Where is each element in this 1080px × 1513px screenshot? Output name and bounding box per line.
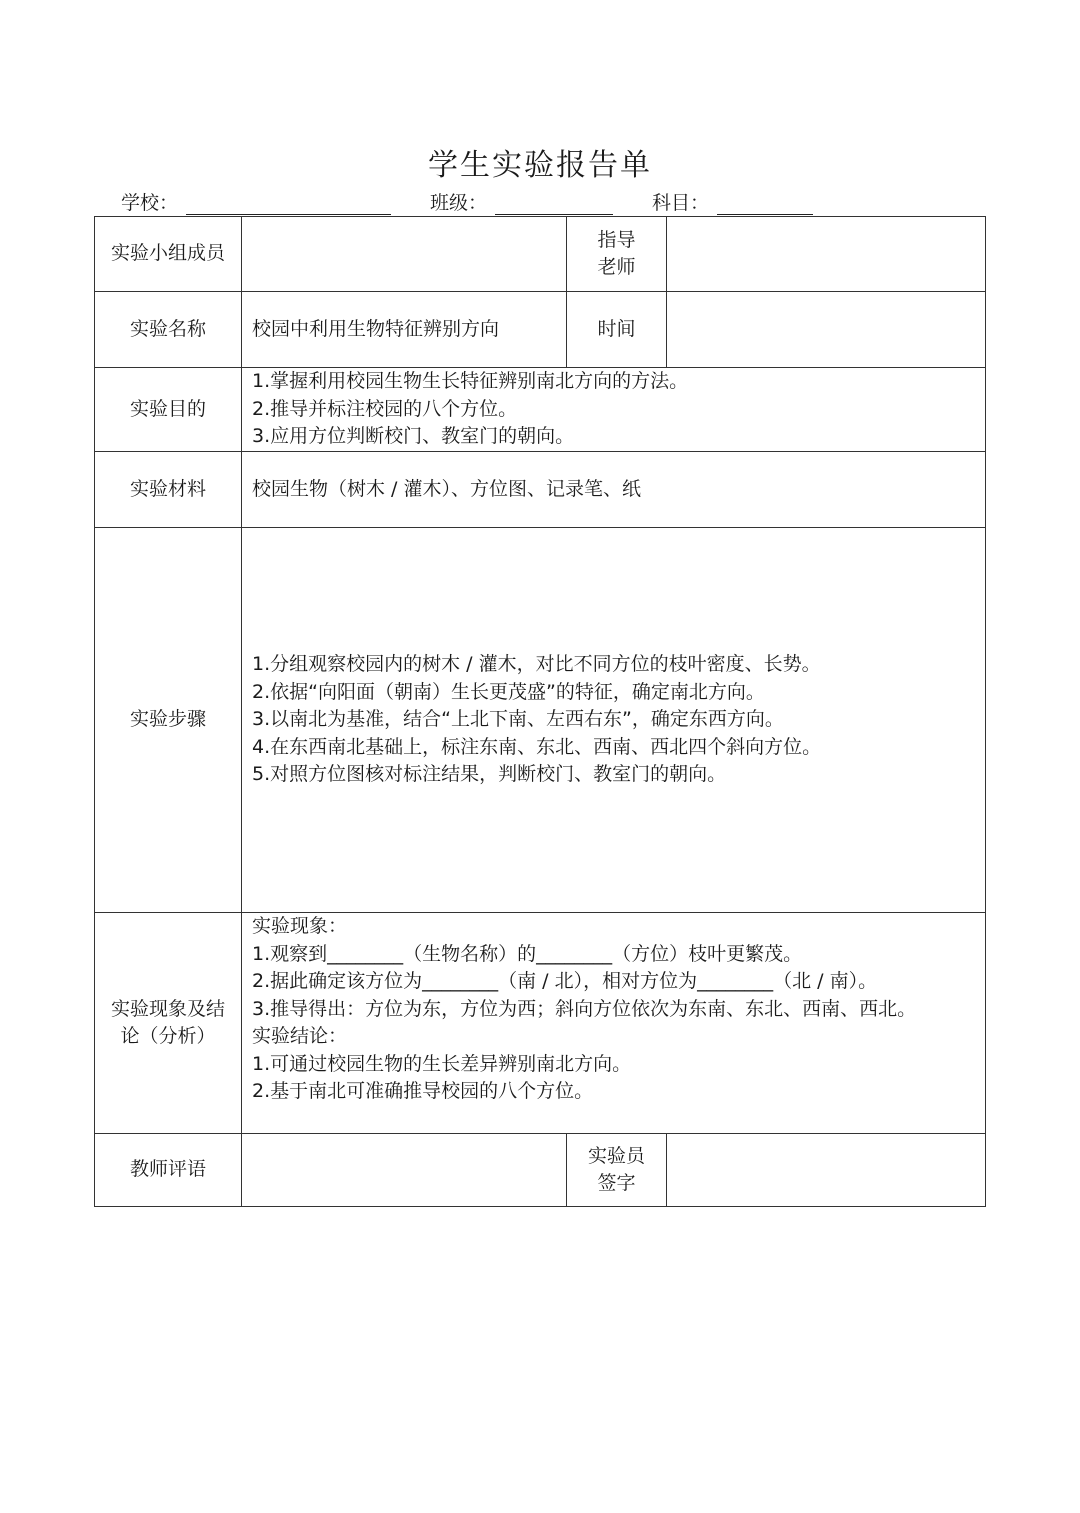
school-label: 学校： bbox=[121, 192, 179, 214]
materials-row bbox=[95, 452, 986, 528]
members-value[interactable] bbox=[242, 217, 567, 292]
conclusion-row bbox=[95, 913, 986, 1134]
signer-value[interactable] bbox=[667, 1134, 986, 1207]
members-label: 实验小组成员 bbox=[95, 217, 242, 292]
purpose-line: 2.推导并标注校园的八个方位。 bbox=[252, 397, 518, 420]
step-line: 4.在东西南北基础上，标注东南、东北、西南、西北四个斜向方位。 bbox=[252, 735, 822, 758]
teacher-value[interactable] bbox=[667, 217, 986, 292]
report-table bbox=[94, 216, 986, 1207]
conclusion-line: 1.可通过校园生物的生长差异辨别南北方向。 bbox=[252, 1052, 632, 1075]
name-row bbox=[95, 292, 986, 368]
conclusion-label bbox=[95, 913, 242, 1134]
time-label: 时间 bbox=[567, 292, 667, 368]
school-blank[interactable] bbox=[186, 190, 391, 215]
header-fields bbox=[0, 188, 1080, 218]
purpose-line: 1.掌握利用校园生物生长特征辨别南北方向的方法。 bbox=[252, 370, 689, 393]
conclusion-line: 2.基于南北可准确推导校园的八个方位。 bbox=[252, 1080, 594, 1102]
comment-row bbox=[95, 1134, 986, 1207]
members-row bbox=[95, 217, 986, 292]
conclusion-value[interactable] bbox=[242, 913, 986, 1134]
teacher-label bbox=[567, 217, 667, 292]
step-line: 2.依据“向阳面（朝南）生长更茂盛”的特征，确定南北方向。 bbox=[252, 680, 765, 703]
subject-field[interactable] bbox=[652, 188, 813, 215]
steps-row bbox=[95, 528, 986, 913]
name-label: 实验名称 bbox=[95, 292, 242, 368]
conclusion-line: 2.据此确定该方位为________（南 / 北），相对方位为________（北 / 南）。 bbox=[252, 970, 878, 992]
materials-label: 实验材料 bbox=[95, 452, 242, 528]
purpose-value[interactable] bbox=[242, 368, 986, 452]
step-line: 1.分组观察校园内的树木 / 灌木，对比不同方位的枝叶密度、长势。 bbox=[252, 653, 821, 676]
conclusion-line: 1.观察到________（生物名称）的________（方位）枝叶更繁茂。 bbox=[252, 942, 803, 965]
conclusion-line: 实验结论： bbox=[252, 1025, 348, 1047]
signer-label-line-1: 实验员 bbox=[587, 1144, 645, 1167]
comment-value[interactable] bbox=[242, 1134, 567, 1207]
teacher-label-line-1: 指导 bbox=[597, 228, 636, 251]
step-line: 5.对照方位图核对标注结果，判断校门、教室门的朝向。 bbox=[252, 763, 727, 786]
school-field[interactable] bbox=[121, 188, 391, 215]
subject-label: 科目： bbox=[652, 192, 710, 214]
purpose-line: 3.应用方位判断校门、教室门的朝向。 bbox=[252, 425, 575, 448]
subject-blank[interactable] bbox=[717, 190, 813, 215]
materials-value[interactable]: 校园生物（树木 / 灌木）、方位图、记录笔、纸 bbox=[242, 452, 986, 528]
page-title: 学生实验报告单 bbox=[428, 148, 652, 183]
signer-label bbox=[567, 1134, 667, 1207]
steps-value[interactable] bbox=[242, 528, 986, 913]
conclusion-line: 实验现象： bbox=[252, 915, 348, 937]
signer-label-line-2: 签字 bbox=[597, 1172, 636, 1194]
conclusion-label-line-2: 论（分析） bbox=[120, 1025, 216, 1047]
conclusion-label-line-1: 实验现象及结 bbox=[110, 997, 225, 1020]
class-field[interactable] bbox=[430, 188, 613, 215]
step-line: 3.以南北为基准，结合“上北下南、左西右东”，确定东西方向。 bbox=[252, 708, 784, 731]
teacher-label-line-2: 老师 bbox=[597, 256, 636, 278]
name-value[interactable]: 校园中利用生物特征辨别方向 bbox=[242, 292, 567, 368]
class-label: 班级： bbox=[430, 192, 488, 214]
purpose-label: 实验目的 bbox=[95, 368, 242, 452]
time-value[interactable] bbox=[667, 292, 986, 368]
class-blank[interactable] bbox=[495, 190, 613, 215]
conclusion-line: 3.推导得出：方位为东，方位为西；斜向方位依次为东南、东北、西南、西北。 bbox=[252, 997, 917, 1020]
steps-label: 实验步骤 bbox=[95, 528, 242, 913]
purpose-row bbox=[95, 368, 986, 452]
comment-label: 教师评语 bbox=[95, 1134, 242, 1207]
